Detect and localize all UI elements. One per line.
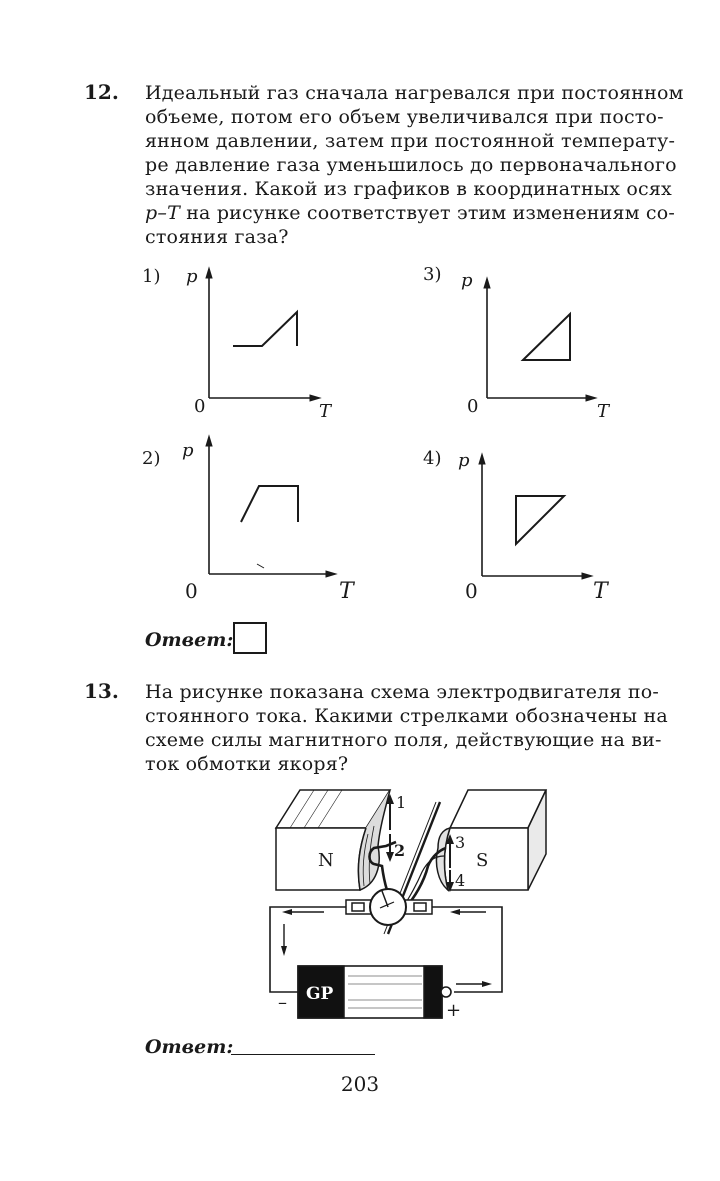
battery-terminal xyxy=(441,987,451,997)
graph-3-label: 3) xyxy=(423,264,442,285)
graph-4-origin: 0 xyxy=(465,579,478,603)
question-13-number: 13. xyxy=(84,679,119,703)
graph-1-origin: 0 xyxy=(194,396,206,417)
graph-2-label: 2) xyxy=(142,448,161,469)
graph-2-y-arrowhead xyxy=(206,436,212,446)
graphs-figure xyxy=(0,262,720,622)
graph-2-print-mark xyxy=(257,564,264,568)
graph-1-curve xyxy=(233,312,297,346)
battery-label: GP xyxy=(306,984,334,1004)
graph-3-curve xyxy=(523,314,570,360)
graph-3-y-axis-label: p xyxy=(461,270,473,291)
question-13-answer-line[interactable] xyxy=(231,1054,375,1055)
question-13-answer-label: Ответ: xyxy=(145,1036,234,1058)
question-12-text xyxy=(145,81,684,249)
graph-1-y-arrowhead xyxy=(206,268,212,278)
graph-1-y-axis-label: p xyxy=(186,266,198,287)
axes-label: p–T xyxy=(145,202,180,224)
motor-diagram xyxy=(264,786,564,1026)
arrow-2-label: 2 xyxy=(394,841,406,860)
question-12-answer-box[interactable] xyxy=(233,622,267,654)
arrow-1-label: 1 xyxy=(396,793,407,812)
graph-1 xyxy=(142,266,333,422)
question-12-line-6-text: на рисунке соответствует этим изменениям со- xyxy=(186,202,676,224)
graph-1-x-axis-label: T xyxy=(319,401,332,422)
graph-4-x-axis-label: T xyxy=(593,579,608,604)
graph-4-y-arrowhead xyxy=(479,454,485,464)
graph-3-x-arrowhead xyxy=(586,395,596,401)
graph-4 xyxy=(423,448,610,604)
graph-2-curve xyxy=(241,486,298,522)
graph-1-label: 1) xyxy=(142,266,161,287)
question-13-line-3: схеме силы магнитного поля, действующие на ви- xyxy=(145,729,662,751)
question-12-line-3: янном давлении, затем при постоянной температу- xyxy=(145,130,676,152)
question-12-line-1: Идеальный газ сначала нагревался при постоянном xyxy=(145,82,684,104)
graph-2-x-axis-label: T xyxy=(339,579,354,604)
arrow-4-label: 4 xyxy=(455,871,466,890)
arrow-3-label: 3 xyxy=(455,833,466,852)
magnet-s xyxy=(436,790,546,890)
graph-4-y-axis-label: p xyxy=(458,450,470,471)
battery xyxy=(278,966,461,1021)
graph-4-x-arrowhead xyxy=(582,573,592,579)
battery-cap-band xyxy=(424,966,442,1018)
question-12-line-4: ре давление газа уменьшилось до первоначального xyxy=(145,154,677,176)
graph-3-x-axis-label: T xyxy=(597,401,610,422)
question-13-text xyxy=(145,680,677,776)
graph-2-y-axis-label: p xyxy=(182,440,194,461)
page-number: 203 xyxy=(340,1072,380,1096)
pole-n-label: N xyxy=(318,850,334,871)
question-12-number: 12. xyxy=(84,80,119,104)
question-12-line-6 xyxy=(145,201,677,225)
question-12-line-7: стояния газа? xyxy=(145,226,289,248)
graph-2 xyxy=(142,436,356,604)
question-13-line-1: На рисунке показана схема электродвигателя по- xyxy=(145,681,660,703)
question-13-line-2: стоянного тока. Какими стрелками обозначены на xyxy=(145,705,668,727)
graph-4-curve xyxy=(516,496,564,544)
commutator xyxy=(346,889,432,925)
pole-s-label: S xyxy=(476,850,489,871)
graph-3-origin: 0 xyxy=(467,396,479,417)
battery-minus: – xyxy=(278,992,287,1013)
graph-2-x-arrowhead xyxy=(326,571,336,577)
magnet-n xyxy=(276,790,390,890)
question-13-line-4: ток обмотки якоря? xyxy=(145,753,349,775)
graph-4-label: 4) xyxy=(423,448,442,469)
graph-3-y-arrowhead xyxy=(484,278,490,288)
question-12-line-5: значения. Какой из графиков в координатных осях xyxy=(145,178,672,200)
graph-2-origin: 0 xyxy=(185,579,198,603)
battery-plus: + xyxy=(446,1000,462,1021)
graph-3 xyxy=(423,264,611,422)
question-12-line-2: объеме, потом его объем увеличивался при посто- xyxy=(145,106,664,128)
question-12-answer-label: Ответ: xyxy=(145,629,234,651)
